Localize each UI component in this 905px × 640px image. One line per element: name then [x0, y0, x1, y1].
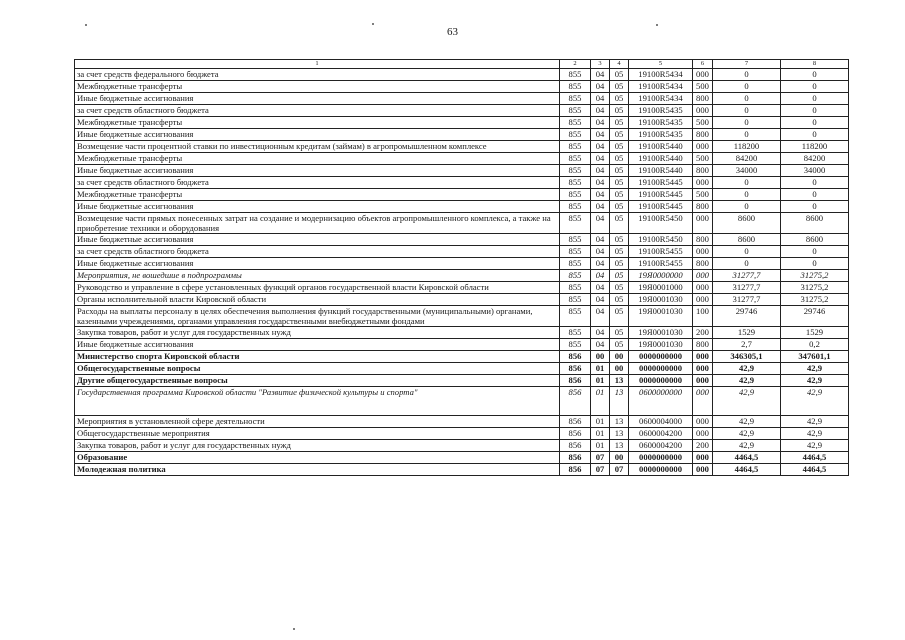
section-cell: 01 — [591, 440, 610, 452]
ministry-code-cell: 855 — [560, 117, 591, 129]
amount-year1-cell: 34000 — [713, 165, 781, 177]
amount-year1-cell: 42,9 — [713, 416, 781, 428]
ministry-code-cell: 855 — [560, 69, 591, 81]
row-name-cell: Образование — [75, 452, 560, 464]
target-item-cell: 19100R5455 — [629, 246, 693, 258]
row-name-cell: за счет средств областного бюджета — [75, 105, 560, 117]
expense-type-cell: 000 — [693, 270, 713, 282]
subsection-cell: 00 — [610, 363, 629, 375]
section-cell: 00 — [591, 351, 610, 363]
subsection-cell: 00 — [610, 351, 629, 363]
target-item-cell: 0000000000 — [629, 363, 693, 375]
subsection-cell: 13 — [610, 416, 629, 428]
scan-speck — [85, 24, 87, 26]
section-cell: 07 — [591, 464, 610, 476]
ministry-code-cell: 855 — [560, 270, 591, 282]
amount-year1-cell: 0 — [713, 93, 781, 105]
column-header: 3 — [591, 60, 610, 69]
section-cell: 04 — [591, 246, 610, 258]
ministry-code-cell: 856 — [560, 452, 591, 464]
column-header: 8 — [781, 60, 849, 69]
table-row — [75, 270, 849, 282]
section-cell: 04 — [591, 93, 610, 105]
target-item-cell: 19Я0001000 — [629, 282, 693, 294]
ministry-code-cell: 855 — [560, 93, 591, 105]
row-name-cell: Иные бюджетные ассигнования — [75, 339, 560, 351]
table-row — [75, 234, 849, 246]
expense-type-cell: 000 — [693, 177, 713, 189]
amount-year1-cell: 0 — [713, 69, 781, 81]
ministry-code-cell: 855 — [560, 153, 591, 165]
subsection-cell: 13 — [610, 387, 629, 416]
amount-year1-cell: 2,7 — [713, 339, 781, 351]
page-number: 63 — [447, 26, 458, 38]
expense-type-cell: 200 — [693, 440, 713, 452]
row-name-cell: Общегосударственные мероприятия — [75, 428, 560, 440]
subsection-cell: 05 — [610, 339, 629, 351]
ministry-code-cell: 855 — [560, 165, 591, 177]
row-name-cell: за счет средств областного бюджета — [75, 246, 560, 258]
expense-type-cell: 000 — [693, 464, 713, 476]
target-item-cell: 0000000000 — [629, 464, 693, 476]
section-cell: 04 — [591, 201, 610, 213]
target-item-cell: 19100R5445 — [629, 189, 693, 201]
expense-type-cell: 000 — [693, 282, 713, 294]
budget-table — [74, 59, 849, 476]
table-row — [75, 375, 849, 387]
column-header: 6 — [693, 60, 713, 69]
row-name-cell: Молодежная политика — [75, 464, 560, 476]
row-name-cell: Другие общегосударственные вопросы — [75, 375, 560, 387]
subsection-cell: 05 — [610, 177, 629, 189]
amount-year1-cell: 0 — [713, 117, 781, 129]
amount-year2-cell: 84200 — [781, 153, 849, 165]
ministry-code-cell: 856 — [560, 387, 591, 416]
subsection-cell: 05 — [610, 327, 629, 339]
subsection-cell: 05 — [610, 270, 629, 282]
amount-year1-cell: 42,9 — [713, 440, 781, 452]
section-cell: 04 — [591, 177, 610, 189]
amount-year1-cell: 8600 — [713, 213, 781, 234]
row-name-cell: Межбюджетные трансферты — [75, 81, 560, 93]
row-name-cell: Иные бюджетные ассигнования — [75, 234, 560, 246]
subsection-cell: 05 — [610, 117, 629, 129]
column-header: 5 — [629, 60, 693, 69]
row-name-cell: за счет средств федерального бюджета — [75, 69, 560, 81]
target-item-cell: 0600004200 — [629, 440, 693, 452]
amount-year2-cell: 0 — [781, 117, 849, 129]
ministry-code-cell: 855 — [560, 129, 591, 141]
ministry-code-cell: 856 — [560, 428, 591, 440]
amount-year2-cell: 29746 — [781, 306, 849, 327]
amount-year2-cell: 8600 — [781, 234, 849, 246]
subsection-cell: 05 — [610, 105, 629, 117]
subsection-cell: 05 — [610, 93, 629, 105]
section-cell: 04 — [591, 81, 610, 93]
table-row — [75, 69, 849, 81]
table-row — [75, 105, 849, 117]
section-cell: 01 — [591, 375, 610, 387]
expense-type-cell: 500 — [693, 189, 713, 201]
target-item-cell: 19100R5434 — [629, 69, 693, 81]
column-header: 1 — [75, 60, 560, 69]
table-row — [75, 129, 849, 141]
table-row — [75, 327, 849, 339]
amount-year2-cell: 8600 — [781, 213, 849, 234]
expense-type-cell: 000 — [693, 363, 713, 375]
section-cell: 04 — [591, 165, 610, 177]
section-cell: 04 — [591, 105, 610, 117]
amount-year1-cell: 0 — [713, 129, 781, 141]
expense-type-cell: 800 — [693, 258, 713, 270]
ministry-code-cell: 855 — [560, 294, 591, 306]
amount-year2-cell: 347601,1 — [781, 351, 849, 363]
target-item-cell: 19100R5450 — [629, 213, 693, 234]
amount-year1-cell: 42,9 — [713, 363, 781, 375]
ministry-code-cell: 855 — [560, 177, 591, 189]
target-item-cell: 19100R5440 — [629, 141, 693, 153]
subsection-cell: 05 — [610, 129, 629, 141]
table-row — [75, 351, 849, 363]
subsection-cell: 00 — [610, 452, 629, 464]
subsection-cell: 05 — [610, 201, 629, 213]
ministry-code-cell: 855 — [560, 189, 591, 201]
expense-type-cell: 000 — [693, 387, 713, 416]
section-cell: 04 — [591, 234, 610, 246]
row-name-cell: Министерство спорта Кировской области — [75, 351, 560, 363]
subsection-cell: 05 — [610, 234, 629, 246]
amount-year1-cell: 4464,5 — [713, 452, 781, 464]
column-header: 7 — [713, 60, 781, 69]
row-name-cell: Возмещение части прямых понесенных затрат на создание и модернизацию объектов агропромышленного комплекса, а также на приобретение техники и оборудования — [75, 213, 560, 234]
target-item-cell: 19Я0001030 — [629, 306, 693, 327]
table-row — [75, 428, 849, 440]
scan-speck — [293, 628, 295, 630]
amount-year1-cell: 0 — [713, 246, 781, 258]
amount-year1-cell: 8600 — [713, 234, 781, 246]
subsection-cell: 13 — [610, 440, 629, 452]
subsection-cell: 05 — [610, 213, 629, 234]
subsection-cell: 05 — [610, 294, 629, 306]
expense-type-cell: 000 — [693, 428, 713, 440]
ministry-code-cell: 856 — [560, 375, 591, 387]
row-name-cell: Мероприятия в установленной сфере деятельности — [75, 416, 560, 428]
target-item-cell: 19100R5440 — [629, 165, 693, 177]
table-row — [75, 81, 849, 93]
amount-year1-cell: 0 — [713, 105, 781, 117]
amount-year1-cell: 29746 — [713, 306, 781, 327]
section-cell: 04 — [591, 306, 610, 327]
amount-year1-cell: 346305,1 — [713, 351, 781, 363]
expense-type-cell: 000 — [693, 105, 713, 117]
expense-type-cell: 800 — [693, 201, 713, 213]
scan-speck — [656, 24, 658, 26]
ministry-code-cell: 855 — [560, 339, 591, 351]
amount-year1-cell: 118200 — [713, 141, 781, 153]
amount-year2-cell: 0 — [781, 69, 849, 81]
amount-year2-cell: 31275,2 — [781, 294, 849, 306]
subsection-cell: 05 — [610, 165, 629, 177]
subsection-cell: 05 — [610, 258, 629, 270]
subsection-cell: 05 — [610, 141, 629, 153]
expense-type-cell: 000 — [693, 416, 713, 428]
amount-year2-cell: 42,9 — [781, 440, 849, 452]
expense-type-cell: 500 — [693, 81, 713, 93]
subsection-cell: 05 — [610, 306, 629, 327]
subsection-cell: 05 — [610, 69, 629, 81]
section-cell: 04 — [591, 339, 610, 351]
amount-year2-cell: 42,9 — [781, 363, 849, 375]
row-name-cell: Общегосударственные вопросы — [75, 363, 560, 375]
amount-year2-cell: 31275,2 — [781, 282, 849, 294]
column-header: 2 — [560, 60, 591, 69]
section-cell: 01 — [591, 428, 610, 440]
ministry-code-cell: 855 — [560, 306, 591, 327]
section-cell: 04 — [591, 258, 610, 270]
table-row — [75, 201, 849, 213]
row-name-cell: Возмещение части процентной ставки по инвестиционным кредитам (займам) в агропромышленном комплексе — [75, 141, 560, 153]
amount-year2-cell: 0 — [781, 81, 849, 93]
ministry-code-cell: 855 — [560, 141, 591, 153]
amount-year2-cell: 0 — [781, 93, 849, 105]
target-item-cell: 0000000000 — [629, 351, 693, 363]
target-item-cell: 19100R5455 — [629, 258, 693, 270]
row-name-cell: Иные бюджетные ассигнования — [75, 93, 560, 105]
ministry-code-cell: 855 — [560, 105, 591, 117]
subsection-cell: 05 — [610, 282, 629, 294]
row-name-cell: Мероприятия, не вошедшие в подпрограммы — [75, 270, 560, 282]
amount-year1-cell: 84200 — [713, 153, 781, 165]
subsection-cell: 05 — [610, 246, 629, 258]
table-row — [75, 258, 849, 270]
amount-year1-cell: 31277,7 — [713, 294, 781, 306]
amount-year2-cell: 42,9 — [781, 416, 849, 428]
subsection-cell: 05 — [610, 189, 629, 201]
section-cell: 04 — [591, 153, 610, 165]
amount-year2-cell: 0 — [781, 177, 849, 189]
amount-year2-cell: 42,9 — [781, 375, 849, 387]
amount-year1-cell: 31277,7 — [713, 270, 781, 282]
ministry-code-cell: 856 — [560, 464, 591, 476]
ministry-code-cell: 856 — [560, 440, 591, 452]
ministry-code-cell: 856 — [560, 351, 591, 363]
ministry-code-cell: 855 — [560, 213, 591, 234]
row-name-cell: Закупка товаров, работ и услуг для государственных нужд — [75, 440, 560, 452]
table-header-row — [75, 60, 849, 69]
expense-type-cell: 000 — [693, 213, 713, 234]
section-cell: 04 — [591, 141, 610, 153]
amount-year2-cell: 42,9 — [781, 428, 849, 440]
amount-year1-cell: 0 — [713, 81, 781, 93]
target-item-cell: 19Я0000000 — [629, 270, 693, 282]
expense-type-cell: 000 — [693, 452, 713, 464]
table-row — [75, 416, 849, 428]
ministry-code-cell: 855 — [560, 234, 591, 246]
amount-year2-cell: 118200 — [781, 141, 849, 153]
section-cell: 07 — [591, 452, 610, 464]
expense-type-cell: 500 — [693, 117, 713, 129]
expense-type-cell: 000 — [693, 141, 713, 153]
table-row — [75, 141, 849, 153]
table-row — [75, 464, 849, 476]
table-row — [75, 93, 849, 105]
expense-type-cell: 000 — [693, 246, 713, 258]
target-item-cell: 19100R5440 — [629, 153, 693, 165]
amount-year2-cell: 34000 — [781, 165, 849, 177]
expense-type-cell: 800 — [693, 234, 713, 246]
table-row — [75, 189, 849, 201]
section-cell: 04 — [591, 117, 610, 129]
row-name-cell: Расходы на выплаты персоналу в целях обеспечения выполнения функций государственными (муниципальными) органами, казенными учреждениями, органами управления государственными внебюджетными фондами — [75, 306, 560, 327]
target-item-cell: 19100R5435 — [629, 117, 693, 129]
table-row — [75, 213, 849, 234]
row-name-cell: Государственная программа Кировской области "Развитие физической культуры и спорта" — [75, 387, 560, 416]
expense-type-cell: 800 — [693, 129, 713, 141]
table-row — [75, 153, 849, 165]
expense-type-cell: 100 — [693, 306, 713, 327]
amount-year1-cell: 42,9 — [713, 375, 781, 387]
row-name-cell: за счет средств областного бюджета — [75, 177, 560, 189]
section-cell: 04 — [591, 282, 610, 294]
amount-year1-cell: 0 — [713, 258, 781, 270]
row-name-cell: Иные бюджетные ассигнования — [75, 201, 560, 213]
amount-year2-cell: 4464,5 — [781, 464, 849, 476]
subsection-cell: 13 — [610, 428, 629, 440]
expense-type-cell: 800 — [693, 93, 713, 105]
expense-type-cell: 000 — [693, 375, 713, 387]
row-name-cell: Иные бюджетные ассигнования — [75, 165, 560, 177]
table-row — [75, 177, 849, 189]
amount-year1-cell: 31277,7 — [713, 282, 781, 294]
table-row — [75, 452, 849, 464]
amount-year2-cell: 0 — [781, 201, 849, 213]
target-item-cell: 19100R5434 — [629, 93, 693, 105]
table-row — [75, 339, 849, 351]
section-cell: 01 — [591, 387, 610, 416]
amount-year2-cell: 0 — [781, 258, 849, 270]
ministry-code-cell: 855 — [560, 258, 591, 270]
target-item-cell: 19100R5450 — [629, 234, 693, 246]
target-item-cell: 0600000000 — [629, 387, 693, 416]
row-name-cell: Межбюджетные трансферты — [75, 153, 560, 165]
ministry-code-cell: 855 — [560, 201, 591, 213]
amount-year2-cell: 4464,5 — [781, 452, 849, 464]
table-row — [75, 387, 849, 416]
section-cell: 04 — [591, 327, 610, 339]
amount-year1-cell: 0 — [713, 177, 781, 189]
expense-type-cell: 000 — [693, 294, 713, 306]
section-cell: 01 — [591, 416, 610, 428]
subsection-cell: 05 — [610, 153, 629, 165]
scan-speck — [372, 23, 374, 25]
target-item-cell: 19Я0001030 — [629, 339, 693, 351]
table-row — [75, 440, 849, 452]
target-item-cell: 19100R5445 — [629, 177, 693, 189]
target-item-cell: 0000000000 — [629, 375, 693, 387]
target-item-cell: 19100R5434 — [629, 81, 693, 93]
target-item-cell: 19Я0001030 — [629, 327, 693, 339]
amount-year1-cell: 1529 — [713, 327, 781, 339]
amount-year1-cell: 0 — [713, 201, 781, 213]
table-row — [75, 363, 849, 375]
row-name-cell: Иные бюджетные ассигнования — [75, 258, 560, 270]
target-item-cell: 0600004000 — [629, 416, 693, 428]
section-cell: 01 — [591, 363, 610, 375]
section-cell: 04 — [591, 294, 610, 306]
table-row — [75, 117, 849, 129]
section-cell: 04 — [591, 270, 610, 282]
amount-year2-cell: 0,2 — [781, 339, 849, 351]
subsection-cell: 05 — [610, 81, 629, 93]
expense-type-cell: 800 — [693, 339, 713, 351]
ministry-code-cell: 855 — [560, 282, 591, 294]
target-item-cell: 19100R5435 — [629, 105, 693, 117]
amount-year1-cell: 4464,5 — [713, 464, 781, 476]
amount-year2-cell: 0 — [781, 189, 849, 201]
row-name-cell: Межбюджетные трансферты — [75, 117, 560, 129]
amount-year1-cell: 0 — [713, 189, 781, 201]
section-cell: 04 — [591, 69, 610, 81]
expense-type-cell: 000 — [693, 351, 713, 363]
amount-year2-cell: 0 — [781, 105, 849, 117]
table-row — [75, 246, 849, 258]
target-item-cell: 0000000000 — [629, 452, 693, 464]
amount-year2-cell: 0 — [781, 129, 849, 141]
amount-year2-cell: 0 — [781, 246, 849, 258]
table-row — [75, 306, 849, 327]
table-row — [75, 165, 849, 177]
expense-type-cell: 200 — [693, 327, 713, 339]
subsection-cell: 13 — [610, 375, 629, 387]
table-row — [75, 294, 849, 306]
section-cell: 04 — [591, 129, 610, 141]
expense-type-cell: 000 — [693, 69, 713, 81]
column-header: 4 — [610, 60, 629, 69]
amount-year2-cell: 31275,2 — [781, 270, 849, 282]
target-item-cell: 19100R5435 — [629, 129, 693, 141]
subsection-cell: 07 — [610, 464, 629, 476]
row-name-cell: Закупка товаров, работ и услуг для государственных нужд — [75, 327, 560, 339]
amount-year2-cell: 1529 — [781, 327, 849, 339]
target-item-cell: 19100R5445 — [629, 201, 693, 213]
table-row — [75, 282, 849, 294]
ministry-code-cell: 855 — [560, 246, 591, 258]
row-name-cell: Руководство и управление в сфере установленных функций органов государственной власти Кировской области — [75, 282, 560, 294]
target-item-cell: 19Я0001030 — [629, 294, 693, 306]
section-cell: 04 — [591, 213, 610, 234]
amount-year1-cell: 42,9 — [713, 387, 781, 416]
amount-year1-cell: 42,9 — [713, 428, 781, 440]
section-cell: 04 — [591, 189, 610, 201]
ministry-code-cell: 855 — [560, 81, 591, 93]
target-item-cell: 0600004200 — [629, 428, 693, 440]
ministry-code-cell: 856 — [560, 416, 591, 428]
amount-year2-cell: 42,9 — [781, 387, 849, 416]
ministry-code-cell: 856 — [560, 363, 591, 375]
ministry-code-cell: 855 — [560, 327, 591, 339]
row-name-cell: Органы исполнительной власти Кировской области — [75, 294, 560, 306]
row-name-cell: Межбюджетные трансферты — [75, 189, 560, 201]
expense-type-cell: 800 — [693, 165, 713, 177]
row-name-cell: Иные бюджетные ассигнования — [75, 129, 560, 141]
expense-type-cell: 500 — [693, 153, 713, 165]
